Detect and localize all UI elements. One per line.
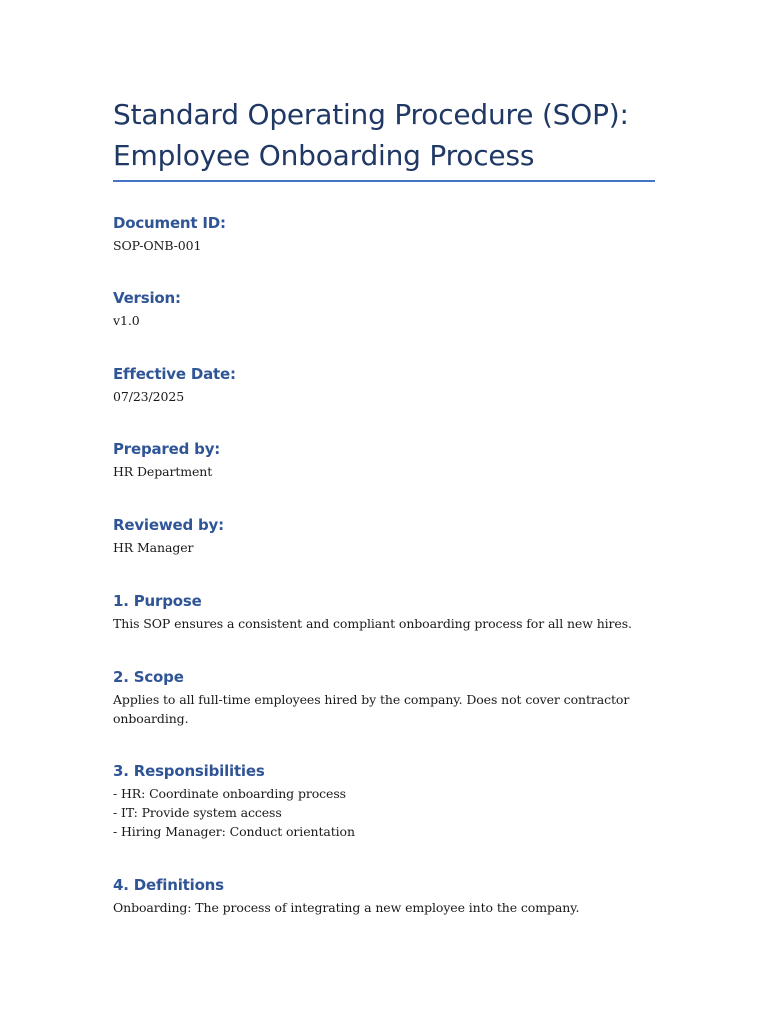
section-line: Onboarding: The process of integrating a new employee into the company. bbox=[113, 900, 580, 915]
section-heading: 4. Definitions bbox=[113, 876, 224, 894]
section-line: Applies to all full-time employees hired by the company. Does not cover contractor bbox=[113, 692, 630, 707]
field-label: Prepared by: bbox=[113, 440, 221, 458]
field-document-id bbox=[113, 212, 673, 255]
section-line: - IT: Provide system access bbox=[113, 805, 282, 820]
section-line: onboarding. bbox=[113, 711, 189, 726]
field-label: Reviewed by: bbox=[113, 516, 224, 534]
field-version bbox=[113, 287, 673, 330]
field-value: SOP-ONB-001 bbox=[113, 238, 202, 253]
title-line-1: Standard Operating Procedure (SOP): bbox=[113, 98, 629, 131]
field-value: HR Manager bbox=[113, 540, 194, 555]
field-value: 07/23/2025 bbox=[113, 389, 185, 404]
section-purpose bbox=[113, 590, 673, 633]
section-heading: 3. Responsibilities bbox=[113, 762, 265, 780]
field-prepared-by bbox=[113, 438, 673, 481]
field-label: Effective Date: bbox=[113, 365, 236, 383]
section-line: - Hiring Manager: Conduct orientation bbox=[113, 824, 355, 839]
field-value: v1.0 bbox=[113, 313, 140, 328]
field-label: Version: bbox=[113, 289, 181, 307]
section-scope bbox=[113, 666, 673, 728]
title-divider bbox=[113, 180, 655, 182]
field-effective-date bbox=[113, 363, 673, 406]
section-line: - HR: Coordinate onboarding process bbox=[113, 786, 346, 801]
field-reviewed-by bbox=[113, 514, 673, 557]
section-definitions bbox=[113, 874, 673, 917]
field-value: HR Department bbox=[113, 464, 213, 479]
title-line-2: Employee Onboarding Process bbox=[113, 139, 535, 172]
section-line: This SOP ensures a consistent and compliant onboarding process for all new hires. bbox=[113, 616, 632, 631]
section-heading: 2. Scope bbox=[113, 668, 184, 686]
document-title bbox=[113, 94, 673, 176]
section-responsibilities bbox=[113, 760, 673, 841]
section-heading: 1. Purpose bbox=[113, 592, 202, 610]
field-label: Document ID: bbox=[113, 214, 226, 232]
